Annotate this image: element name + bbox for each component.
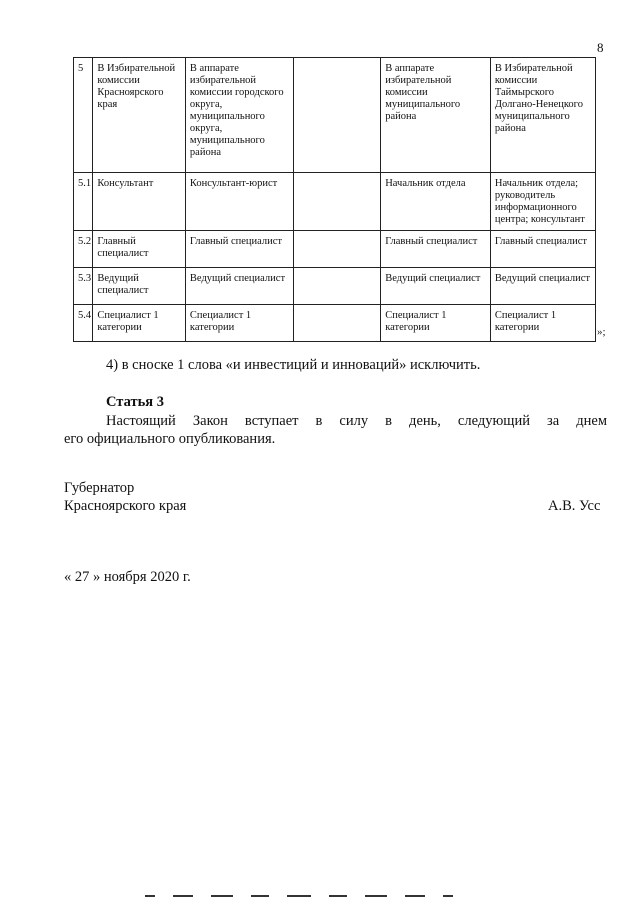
article-line-2: его официального опубликования.: [64, 431, 276, 447]
table-cell: 5.4: [74, 305, 93, 342]
table-cell: Начальник отдела; руководитель информационного центра; консультант: [490, 173, 595, 231]
table-cell: Специалист 1 категории: [381, 305, 491, 342]
table-cell: [294, 58, 381, 173]
table-cell: 5: [74, 58, 93, 173]
table-cell: Ведущий специалист: [490, 268, 595, 305]
table-cell: Главный специалист: [93, 231, 186, 268]
table-cell: Консультант: [93, 173, 186, 231]
positions-table: [73, 57, 596, 342]
table-row: [74, 305, 596, 342]
article-line-1: Настоящий Закон вступает в силу в день, следующий за днем: [106, 413, 607, 429]
table-cell: Главный специалист: [490, 231, 595, 268]
scan-footer-marks: [145, 895, 471, 913]
table-cell: Главный специалист: [185, 231, 294, 268]
table-cell: Специалист 1 категории: [490, 305, 595, 342]
table-cell: Консультант-юрист: [185, 173, 294, 231]
table-row: [74, 231, 596, 268]
article-title: Статья 3: [106, 394, 164, 410]
table-cell: В Избирательной комиссии Таймырского Долгано-Ненецкого муниципального района: [490, 58, 595, 173]
table-cell: [294, 173, 381, 231]
signer-name: А.В. Усс: [548, 498, 601, 514]
table-cell: 5.2: [74, 231, 93, 268]
table-cell: [294, 231, 381, 268]
table-cell: Ведущий специалист: [185, 268, 294, 305]
page-number: 8: [597, 40, 604, 55]
article-body: [64, 412, 607, 448]
table-cell: Ведущий специалист: [381, 268, 491, 305]
table-cell: Специалист 1 категории: [185, 305, 294, 342]
table-cell: В аппарате избирательной комиссии муниципального района: [381, 58, 491, 173]
signing-date: « 27 » ноября 2020 г.: [64, 569, 191, 585]
table-cell: Главный специалист: [381, 231, 491, 268]
table-row: [74, 173, 596, 231]
signer-position-line-2: Красноярского края: [64, 498, 187, 514]
table-cell: Ведущий специалист: [93, 268, 186, 305]
amendment-item-4: 4) в сноске 1 слова «и инвестиций и инноваций» исключить.: [106, 357, 481, 373]
table-cell: 5.3: [74, 268, 93, 305]
table-cell: 5.1: [74, 173, 93, 231]
table-cell: Специалист 1 категории: [93, 305, 186, 342]
table-row: [74, 58, 596, 173]
table-cell: В аппарате избирательной комиссии городского округа, муниципального округа, муниципального района: [185, 58, 294, 173]
table-cell: Начальник отдела: [381, 173, 491, 231]
table-cell: [294, 305, 381, 342]
closing-quote: »;: [597, 326, 606, 338]
signer-position-line-1: Губернатор: [64, 480, 135, 496]
table-cell: В Избирательной комиссии Красноярского края: [93, 58, 186, 173]
table-row: [74, 268, 596, 305]
table-cell: [294, 268, 381, 305]
